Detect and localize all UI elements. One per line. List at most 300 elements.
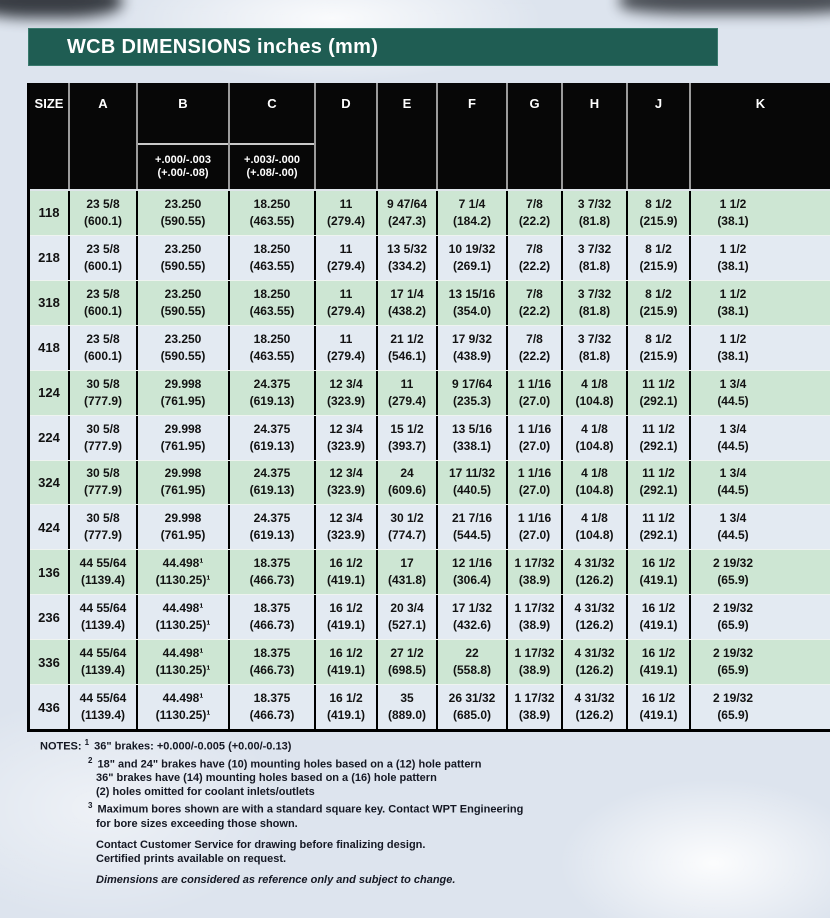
note-3-superscript: 3 [88,801,93,811]
cell-136-h [563,550,628,594]
cell-424-h [563,505,628,549]
value-mm: (215.9) [639,213,678,228]
column-header-d [316,83,378,189]
cell-118-g [508,191,563,235]
cell-336-d [316,640,378,684]
value-mm: (126.2) [575,618,614,633]
value-inches: 11 1/2 [642,421,675,436]
table-row-224 [30,415,830,460]
cell-436-f [438,685,508,729]
value-mm: (323.9) [326,438,366,453]
value-mm: (22.2) [518,258,551,273]
cell-124-g [508,371,563,415]
value-mm: (81.8) [578,348,611,363]
size-cell-318: 318 [30,281,70,325]
table-row-424 [30,504,830,549]
value-inches: 18.375 [253,556,291,571]
value-mm: (1130.25)¹ [155,708,211,723]
value-inches: 44.498¹ [162,646,204,661]
value-mm: (38.1) [717,258,749,273]
size-cell-124: 124 [30,371,70,415]
value-mm: (419.1) [639,618,678,633]
value-inches: 1 1/16 [517,376,552,391]
value-inches: 44 55/64 [79,601,127,616]
value-mm: (619.13) [249,528,295,543]
cell-336-c [230,640,316,684]
value-inches: 16 1/2 [329,646,363,661]
cell-424-g [508,505,563,549]
column-header-label: J [654,96,663,111]
size-cell-236: 236 [30,595,70,639]
value-inches: 11 [339,241,353,256]
value-mm: (889.0) [387,708,427,723]
tolerance-line: +.003/-.000 [244,154,300,166]
value-inches: 23.250 [164,331,202,346]
size-cell-136: 136 [30,550,70,594]
value-mm: (1139.4) [80,663,126,678]
value-inches: 3 7/32 [577,331,612,346]
note-2-continued-2: (2) holes omitted for coolant inlets/outlets [96,786,315,799]
cell-418-g [508,326,563,370]
value-inches: 11 1/2 [642,511,675,526]
value-mm: (22.2) [518,213,551,228]
value-inches: 7/8 [526,331,543,346]
value-inches: 7 1/4 [458,196,486,211]
cell-218-d [316,236,378,280]
value-inches: 24.375 [253,421,291,436]
column-header-h [563,83,628,189]
value-inches: 11 1/2 [642,376,675,391]
value-mm: (609.6) [387,483,427,498]
column-header-k [691,83,830,189]
value-mm: (600.1) [83,213,123,228]
cell-218-k [691,236,830,280]
size-cell-424: 424 [30,505,70,549]
size-cell-218: 218 [30,236,70,280]
value-mm: (215.9) [639,348,678,363]
cell-324-a [70,461,138,505]
value-inches: 30 1/2 [390,511,424,526]
size-cell-118: 118 [30,191,70,235]
cell-124-j [628,371,691,415]
value-inches: 7/8 [526,196,543,211]
column-header-b [138,83,230,189]
value-mm: (104.8) [575,528,614,543]
column-header-label: G [529,96,540,111]
cell-318-b [138,281,230,325]
value-inches: 29.998 [164,511,202,526]
size-cell-224: 224 [30,416,70,460]
cell-224-h [563,416,628,460]
value-inches: 17 9/32 [451,331,493,346]
value-mm: (619.13) [249,483,295,498]
value-inches: 35 [400,691,414,706]
value-mm: (306.4) [452,573,492,588]
cell-218-a [70,236,138,280]
tolerance-note-b [138,143,228,189]
value-inches: 24.375 [253,376,291,391]
value-inches: 30 5/8 [86,421,120,436]
cell-424-b [138,505,230,549]
value-inches: 4 1/8 [581,376,608,391]
value-inches: 18.375 [253,601,291,616]
value-inches: 18.250 [253,196,291,211]
cell-436-g [508,685,563,729]
table-row-118 [30,191,830,235]
cell-424-a [70,505,138,549]
value-mm: (619.13) [249,438,295,453]
cell-318-g [508,281,563,325]
value-mm: (432.6) [452,618,492,633]
value-mm: (104.8) [575,483,614,498]
value-mm: (590.55) [160,213,206,228]
cell-324-c [230,461,316,505]
value-inches: 4 1/8 [581,511,608,526]
cell-124-e [378,371,438,415]
value-mm: (38.9) [518,708,551,723]
cell-118-d [316,191,378,235]
column-header-g [508,83,563,189]
cell-436-k [691,685,830,729]
value-inches: 8 1/2 [645,331,672,346]
value-inches: 11 [339,331,353,346]
value-mm: (65.9) [717,663,749,678]
cell-418-e [378,326,438,370]
value-mm: (215.9) [639,303,678,318]
value-mm: (440.5) [452,483,492,498]
value-mm: (463.55) [249,303,295,318]
table-row-418 [30,325,830,370]
value-inches: 21 7/16 [451,511,493,526]
contact-note: Contact Customer Service for drawing before finalizing design. [96,838,426,851]
cell-324-g [508,461,563,505]
value-inches: 7/8 [526,241,543,256]
value-mm: (1139.4) [80,573,126,588]
notes-label: NOTES: [40,740,82,753]
cell-236-g [508,595,563,639]
value-mm: (544.5) [452,528,492,543]
value-mm: (65.9) [717,708,749,723]
value-inches: 16 1/2 [329,691,363,706]
value-inches: 18.250 [253,241,291,256]
background-photo-blur-top-left [0,0,122,18]
column-header-label: B [178,96,188,111]
cell-436-b [138,685,230,729]
value-inches: 11 [400,376,414,391]
value-inches: 23 5/8 [86,286,120,301]
value-mm: (279.4) [326,258,366,273]
value-mm: (419.1) [639,708,678,723]
value-inches: 29.998 [164,376,202,391]
cell-324-h [563,461,628,505]
table-row-336 [30,639,830,684]
cell-224-j [628,416,691,460]
value-mm: (292.1) [639,393,678,408]
value-inches: 16 1/2 [641,601,676,616]
column-header-label: H [589,96,600,111]
value-mm: (323.9) [326,393,366,408]
cell-324-d [316,461,378,505]
value-inches: 4 31/32 [574,646,615,661]
certified-prints-note: Certified prints available on request. [96,852,287,865]
cell-224-e [378,416,438,460]
cell-218-b [138,236,230,280]
value-mm: (184.2) [452,213,492,228]
cell-318-h [563,281,628,325]
cell-336-a [70,640,138,684]
value-mm: (215.9) [639,258,678,273]
value-mm: (685.0) [452,708,492,723]
value-inches: 4 1/8 [581,466,608,481]
table-row-236 [30,594,830,639]
value-inches: 1 3/4 [719,376,747,391]
value-mm: (38.9) [518,618,551,633]
cell-124-b [138,371,230,415]
value-inches: 44 55/64 [79,556,127,571]
value-mm: (1130.25)¹ [155,618,211,633]
cell-424-c [230,505,316,549]
value-mm: (698.5) [387,663,427,678]
value-mm: (104.8) [575,438,614,453]
value-inches: 13 5/16 [451,421,493,436]
cell-236-k [691,595,830,639]
value-inches: 1 3/4 [719,421,747,436]
value-inches: 44 55/64 [79,646,127,661]
note-3-text: Maximum bores shown are with a standard square key. Contact WPT Engineering [97,803,524,816]
table-row-324 [30,460,830,505]
cell-324-k [691,461,830,505]
value-mm: (777.9) [83,438,123,453]
value-inches: 16 1/2 [329,601,363,616]
note-1 [40,736,760,754]
size-cell-418: 418 [30,326,70,370]
value-inches: 1 1/2 [719,331,747,346]
cell-236-e [378,595,438,639]
cell-424-j [628,505,691,549]
value-inches: 1 3/4 [719,511,747,526]
value-inches: 8 1/2 [645,241,672,256]
value-inches: 1 17/32 [514,691,555,706]
value-inches: 12 3/4 [329,466,363,481]
value-mm: (22.2) [518,348,551,363]
value-inches: 16 1/2 [641,646,676,661]
column-header-label: D [341,96,351,111]
cell-436-h [563,685,628,729]
value-mm: (393.7) [387,438,427,453]
cell-424-k [691,505,830,549]
value-inches: 2 19/32 [712,691,754,706]
value-inches: 4 31/32 [574,601,615,616]
value-inches: 23 5/8 [86,331,120,346]
cell-418-d [316,326,378,370]
page-title: WCB DIMENSIONS inches (mm) [67,35,379,58]
value-mm: (600.1) [83,348,123,363]
cell-436-e [378,685,438,729]
value-inches: 16 1/2 [641,556,676,571]
value-inches: 44.498¹ [162,691,204,706]
value-mm: (600.1) [83,258,123,273]
column-header-label: A [98,96,108,111]
value-mm: (38.1) [717,303,749,318]
cell-236-d [316,595,378,639]
cell-418-a [70,326,138,370]
cell-218-e [378,236,438,280]
value-mm: (1139.4) [80,618,126,633]
value-mm: (81.8) [578,213,611,228]
note-1-text: 36" brakes: +0.000/-0.005 (+0.00/-0.13) [94,740,292,753]
value-mm: (419.1) [639,573,678,588]
cell-336-f [438,640,508,684]
value-mm: (44.5) [717,438,749,453]
value-inches: 3 7/32 [577,286,612,301]
value-mm: (323.9) [326,483,366,498]
value-inches: 4 1/8 [581,421,608,436]
column-header-label: E [402,96,412,111]
value-inches: 1 1/2 [719,196,747,211]
value-inches: 11 1/2 [642,466,675,481]
cell-424-f [438,505,508,549]
cell-224-d [316,416,378,460]
table-row-124 [30,370,830,415]
cell-136-e [378,550,438,594]
value-mm: (419.1) [326,663,366,678]
cell-118-c [230,191,316,235]
value-mm: (334.2) [387,258,427,273]
cell-136-b [138,550,230,594]
tolerance-line: (+.08/-.00) [246,167,298,179]
cell-118-e [378,191,438,235]
value-inches: 24.375 [253,511,291,526]
cell-136-k [691,550,830,594]
value-mm: (590.55) [160,303,206,318]
cell-236-b [138,595,230,639]
value-mm: (292.1) [639,528,678,543]
cell-318-d [316,281,378,325]
value-mm: (22.2) [518,303,551,318]
cell-118-h [563,191,628,235]
table-row-318 [30,280,830,325]
value-mm: (81.8) [578,258,611,273]
value-inches: 3 7/32 [577,241,612,256]
value-mm: (777.9) [83,393,123,408]
value-mm: (463.55) [249,348,295,363]
cell-224-g [508,416,563,460]
value-mm: (558.8) [452,663,492,678]
value-mm: (38.9) [518,573,551,588]
cell-436-a [70,685,138,729]
cell-118-k [691,191,830,235]
column-header-j [628,83,691,189]
value-inches: 24.375 [253,466,291,481]
value-mm: (323.9) [326,528,366,543]
notes-section [40,736,760,887]
value-inches: 30 5/8 [86,376,120,391]
value-inches: 18.375 [253,691,291,706]
note-1-superscript: 1 [84,738,90,747]
value-inches: 17 1/32 [451,601,493,616]
value-mm: (126.2) [575,708,614,723]
value-inches: 44 55/64 [79,691,127,706]
value-inches: 16 1/2 [329,556,363,571]
value-mm: (104.8) [575,393,614,408]
value-inches: 12 3/4 [329,421,363,436]
note-3 [40,799,760,817]
cell-224-f [438,416,508,460]
cell-324-b [138,461,230,505]
cell-318-f [438,281,508,325]
cell-118-b [138,191,230,235]
value-mm: (81.8) [578,303,611,318]
cell-224-b [138,416,230,460]
value-mm: (438.9) [452,348,492,363]
value-mm: (126.2) [575,573,614,588]
cell-224-a [70,416,138,460]
cell-124-k [691,371,830,415]
value-inches: 4 31/32 [574,556,615,571]
cell-124-c [230,371,316,415]
size-cell-336: 336 [30,640,70,684]
value-mm: (65.9) [717,573,749,588]
value-inches: 8 1/2 [645,196,672,211]
cell-218-j [628,236,691,280]
value-mm: (38.9) [518,663,551,678]
cell-124-a [70,371,138,415]
cell-136-j [628,550,691,594]
value-inches: 3 7/32 [577,196,612,211]
cell-436-j [628,685,691,729]
value-inches: 8 1/2 [645,286,672,301]
column-header-size [30,83,70,189]
value-inches: 1 1/2 [719,286,747,301]
cell-336-e [378,640,438,684]
value-mm: (438.2) [387,303,427,318]
cell-336-h [563,640,628,684]
value-mm: (279.4) [387,393,427,408]
note-2-superscript: 2 [88,755,93,765]
cell-336-g [508,640,563,684]
value-mm: (466.73) [249,618,295,633]
column-header-label: C [267,96,277,111]
value-inches: 1 17/32 [514,556,555,571]
cell-124-h [563,371,628,415]
value-inches: 17 11/32 [448,466,496,481]
value-inches: 1 1/2 [719,241,747,256]
cell-224-c [230,416,316,460]
value-inches: 23 5/8 [86,196,120,211]
tolerance-line: (+.00/-.08) [157,167,209,179]
note-2-continued: 36" brakes have (14) mounting holes based on a (16) hole pattern [96,772,437,785]
value-mm: (27.0) [518,528,551,543]
cell-324-j [628,461,691,505]
wcb-dimensions-table [27,83,830,732]
value-mm: (44.5) [717,528,749,543]
value-inches: 23.250 [164,286,202,301]
value-mm: (466.73) [249,573,295,588]
value-inches: 29.998 [164,466,202,481]
value-mm: (38.1) [717,213,749,228]
value-mm: (292.1) [639,483,678,498]
cell-418-k [691,326,830,370]
value-mm: (466.73) [249,708,295,723]
value-inches: 1 17/32 [514,601,555,616]
value-inches: 2 19/32 [712,556,754,571]
cell-236-f [438,595,508,639]
cell-336-b [138,640,230,684]
value-inches: 44.498¹ [162,556,204,571]
value-mm: (600.1) [83,303,123,318]
cell-418-b [138,326,230,370]
value-mm: (419.1) [326,618,366,633]
